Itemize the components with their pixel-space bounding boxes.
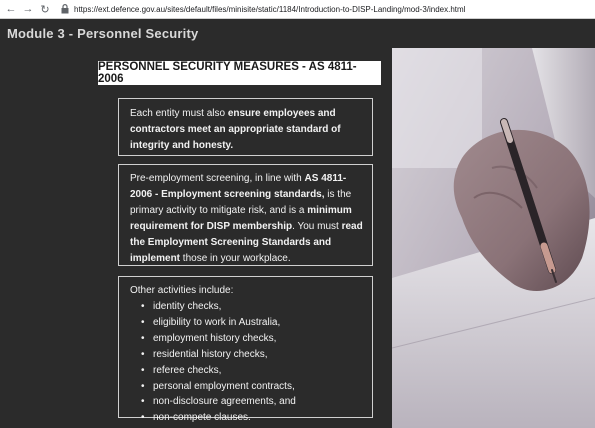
list-item: • referee checks, [148,363,364,379]
page-title: PERSONNEL SECURITY MEASURES - AS 4811-2006 [98,61,381,85]
box2-text-4: those in your workplace. [180,253,291,264]
browser-toolbar [0,0,595,19]
activities-box [118,276,373,424]
list-item: • employment history checks, [148,331,364,347]
lock-icon[interactable] [60,4,70,14]
box2-bold-1: AS 4811-2006 - Employment screening standards, [130,173,347,200]
integrity-box [118,98,373,156]
list-item: • eligibility to work in Australia, [148,315,364,331]
list-item: • identity checks, [148,299,364,315]
forward-arrow-icon[interactable]: → [22,3,34,15]
list-item: • residential history checks, [148,347,364,363]
screening-box [118,164,373,266]
activities-intro: Other activities include: [130,285,234,296]
list-item: • personal employment contracts, [148,379,364,395]
box2-text-1: Pre-employment screening, in line with [130,173,305,184]
box1-bold: ensure employees and contractors meet an appropriate standard of integrity and honesty. [130,108,341,151]
list-item: • non-compete clauses. [148,410,364,426]
hand-writing-pen-photo [392,48,595,428]
box1-text: Each entity must also [130,108,228,119]
activities-list [130,299,364,426]
module-title: Module 3 - Personnel Security [7,26,199,41]
address-bar[interactable]: https://ext.defence.gov.au/sites/default/files/minisite/static/1184/Introduction-to-DISP-Landing/mod-3/index.html [74,4,466,14]
reload-icon[interactable]: ↻ [40,3,50,16]
list-item: • non-disclosure agreements, and [148,394,364,410]
box2-text-2: is the primary activity to mitigate risk, and is a [130,189,352,216]
back-arrow-icon[interactable]: ← [5,3,17,15]
box2-bold-3: read the Employment Screening Standards and implement [130,221,363,264]
box2-text-3: . You must [292,221,342,232]
box2-bold-2: minimum requirement for DISP membership [130,205,352,232]
